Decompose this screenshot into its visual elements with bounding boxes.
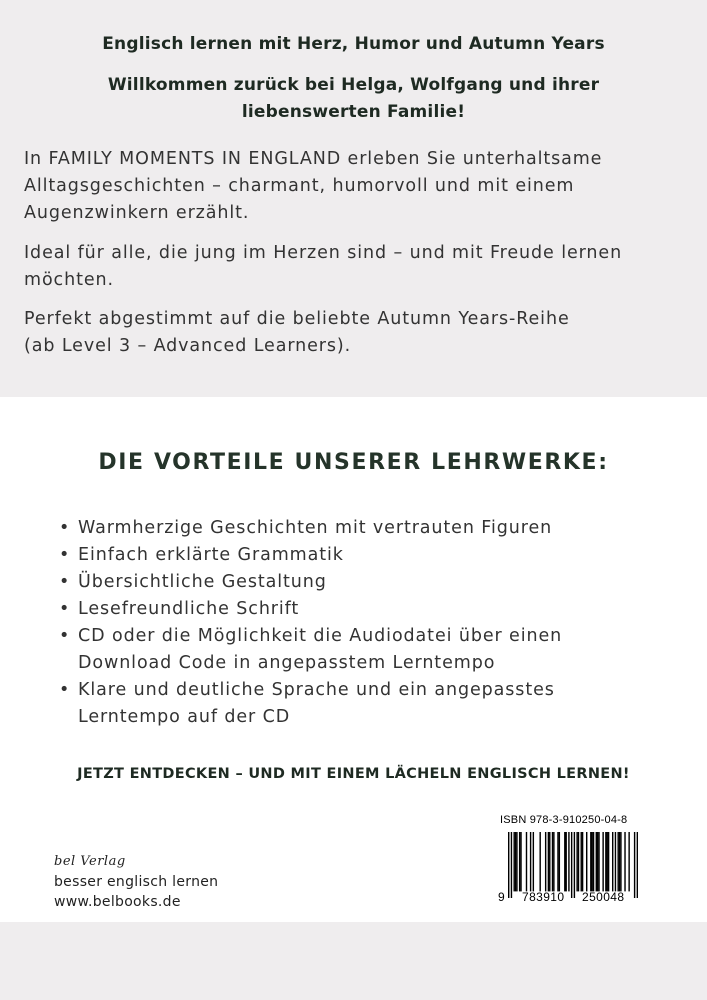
- bullet-icon: •: [59, 599, 71, 619]
- barcode-bar: [590, 832, 591, 891]
- barcode-bar: [515, 832, 516, 891]
- benefits-title: DIE VORTEILE UNSERER LEHRWERKE:: [98, 450, 609, 475]
- barcode-bar: [612, 832, 613, 891]
- barcode-bar: [574, 832, 575, 898]
- barcode-bar: [568, 832, 569, 891]
- barcode-bar: [557, 832, 558, 891]
- barcode-bar: [526, 832, 527, 891]
- benefit-text: Klare und deutliche Sprache und ein angepasstes: [78, 680, 555, 700]
- benefit-text: Warmherzige Geschichten mit vertrauten Figuren: [78, 518, 553, 538]
- barcode-bar: [637, 832, 638, 898]
- bottom-band: [0, 922, 707, 1000]
- bullet-icon: •: [59, 680, 71, 700]
- barcode-bar: [619, 832, 620, 891]
- barcode-bar: [634, 832, 635, 898]
- publisher-tagline: besser englisch lernen: [54, 874, 219, 890]
- barcode-bar: [539, 832, 540, 891]
- barcode-bar: [530, 832, 531, 891]
- intro-p3-line: Perfekt abgestimmt auf die beliebte Autumn Years-Reihe: [24, 309, 570, 329]
- list-item: [56, 677, 656, 704]
- bullet-icon: •: [59, 545, 71, 565]
- barcode-bar: [559, 832, 560, 891]
- barcode-bar: [605, 832, 606, 891]
- isbn-label: ISBN 978-3-910250-04-8: [500, 814, 628, 826]
- barcode-bar: [582, 832, 583, 891]
- barcode-bar: [553, 832, 554, 891]
- barcode-bar: [607, 832, 608, 891]
- barcode-bar: [608, 832, 609, 891]
- isbn-barcode-block: [496, 812, 646, 910]
- barcode-bar: [624, 832, 625, 891]
- barcode-digits-right: 250048: [582, 890, 625, 904]
- barcode-bar: [565, 832, 566, 891]
- barcode-bar: [571, 832, 572, 898]
- barcode-bar: [586, 832, 587, 891]
- welcome-text: [0, 72, 707, 126]
- barcode: [508, 832, 638, 898]
- barcode-bar: [549, 832, 550, 891]
- publisher-logo: bel Verlag: [54, 854, 126, 869]
- barcode-digit-first: 9: [498, 890, 505, 904]
- barcode-bar: [520, 832, 521, 891]
- barcode-bar: [552, 832, 553, 891]
- list-item-continuation: [56, 650, 656, 677]
- publisher-block: [54, 852, 218, 912]
- headline: Englisch lernen mit Herz, Humor und Autumn Years: [102, 34, 605, 54]
- benefit-text: Übersichtliche Gestaltung: [78, 572, 327, 592]
- benefit-text: Download Code in angepasstem Lerntempo: [78, 653, 496, 673]
- intro-p1-line: In FAMILY MOMENTS IN ENGLAND erleben Sie unterhaltsame: [24, 149, 603, 169]
- barcode-bar: [576, 832, 577, 891]
- intro-paragraph-3: [24, 306, 684, 360]
- benefit-text: Lerntempo auf der CD: [78, 707, 291, 727]
- barcode-bar: [602, 832, 603, 891]
- list-item: [56, 623, 656, 650]
- intro-p2-line: Ideal für alle, die jung im Herzen sind – und mit Freude lernen: [24, 243, 623, 263]
- barcode-bar: [596, 832, 597, 891]
- barcode-bar: [516, 832, 517, 891]
- bullet-icon: •: [59, 572, 71, 592]
- barcode-bar: [597, 832, 598, 891]
- intro-paragraph-1: [24, 146, 684, 227]
- benefit-text: Einfach erklärte Grammatik: [78, 545, 344, 565]
- list-item: [56, 515, 656, 542]
- barcode-bar: [564, 832, 565, 891]
- barcode-bar: [545, 832, 546, 891]
- barcode-bar: [513, 832, 514, 891]
- welcome-line-2: liebenswerten Familie!: [241, 102, 466, 122]
- barcode-bar: [615, 832, 616, 891]
- list-item: [56, 569, 656, 596]
- intro-p3-line: (ab Level 3 – Advanced Learners).: [24, 336, 352, 356]
- barcode-bar: [578, 832, 579, 891]
- barcode-bar: [591, 832, 592, 891]
- bullet-icon: •: [59, 518, 71, 538]
- list-item: [56, 596, 656, 623]
- barcode-bar: [620, 832, 621, 891]
- barcode-bar: [548, 832, 549, 891]
- benefit-text: Lesefreundliche Schrift: [78, 599, 300, 619]
- intro-p1-line: Alltagsgeschichten – charmant, humorvoll und mit einem: [24, 176, 575, 196]
- barcode-bar: [628, 832, 629, 891]
- barcode-bar: [593, 832, 594, 891]
- list-item-continuation: [56, 704, 656, 731]
- barcode-bar: [598, 832, 599, 891]
- barcode-bar: [511, 832, 512, 898]
- intro-paragraph-2: [24, 240, 684, 294]
- welcome-line-1: Willkommen zurück bei Helga, Wolfgang und ihrer: [107, 75, 600, 95]
- publisher-website[interactable]: www.belbooks.de: [54, 894, 181, 910]
- barcode-bar: [519, 832, 520, 891]
- call-to-action: JETZT ENTDECKEN – UND MIT EINEM LÄCHELN ENGLISCH LERNEN!: [77, 766, 630, 782]
- list-item: [56, 542, 656, 569]
- benefit-text: CD oder die Möglichkeit die Audiodatei über einen: [78, 626, 563, 646]
- barcode-bar: [617, 832, 618, 891]
- intro-p1-line: Augenzwinkern erzählt.: [24, 203, 250, 223]
- benefits-list: [56, 515, 656, 731]
- barcode-bar: [533, 832, 534, 891]
- intro-p2-line: möchten.: [24, 270, 114, 290]
- barcode-bar: [581, 832, 582, 891]
- barcode-digits-left: 783910: [522, 890, 565, 904]
- bullet-icon: •: [59, 626, 71, 646]
- barcode-bar: [508, 832, 509, 898]
